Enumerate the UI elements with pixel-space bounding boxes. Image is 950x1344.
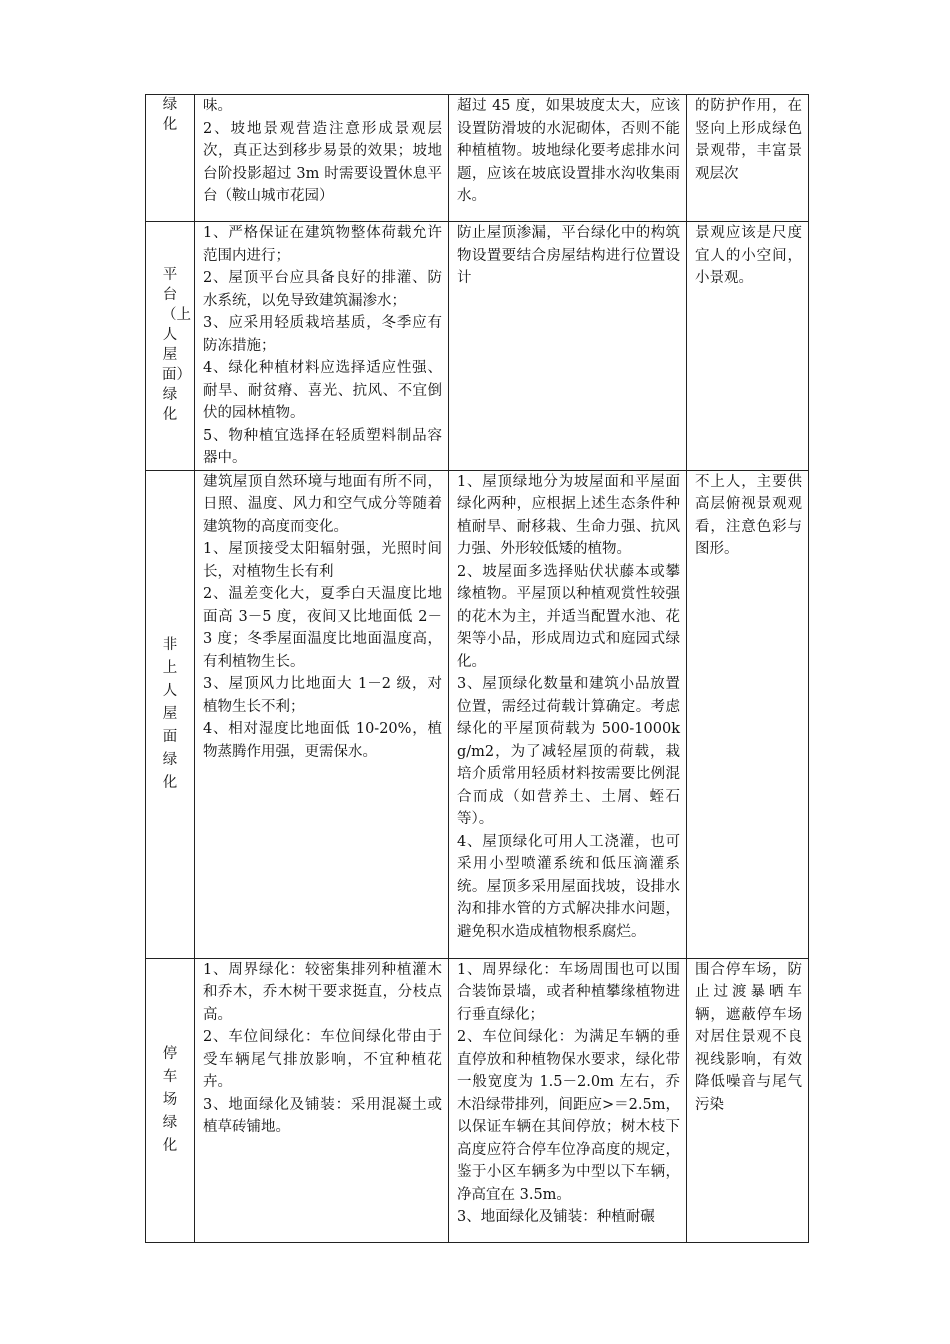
effect-text: 不上人，主要供高层俯视景观观看，注意色彩与图形。 (695, 473, 802, 557)
category-label: 非上人屋面绿化 (162, 636, 178, 791)
requirements-text: 1、严格保证在建筑物整体荷载允许范围内进行； 2、屋顶平台应具备良好的排灌、防水系统，以免导致建筑漏渗水； 3、应采用轻质栽培基质，冬季应有防冻措施； 4、绿化种植材料应选择适应性强、耐旱、耐贫瘠、喜光、抗风、不宜倒伏的园林植物。 5、物种植宜选择在轻质塑料制品容器中。 (203, 225, 442, 466)
table-row (146, 958, 809, 1242)
design-cell (449, 470, 687, 958)
design-text: 1、周界绿化：车场周围也可以围合装饰景墙，或者种植攀缘植物进行垂直绿化； 2、车位间绿化：为满足车辆的垂直停放和种植物保水要求，绿化带一般宽度为 1.5－2.0m 左右，乔木沿绿带排列，间距应>＝2.5m，以保证车辆在其间停放；树木枝下高度应符合停车位净高度的规定，鉴于小区车辆多为中型以下车辆，净高宜在 3.5m。 3、地面绿化及铺装：种植耐碾 (457, 961, 680, 1225)
design-cell (449, 95, 687, 222)
greening-table (145, 94, 809, 1243)
effect-cell (687, 222, 809, 471)
design-cell (449, 958, 687, 1242)
effect-text: 景观应该是尺度宜人的小空间，小景观。 (695, 225, 802, 286)
effect-cell (687, 95, 809, 222)
table-row (146, 95, 809, 222)
requirements-cell (195, 95, 449, 222)
table-row (146, 470, 809, 958)
category-cell (146, 222, 195, 471)
design-text: 防止屋顶渗漏，平台绿化中的构筑物设置要结合房屋结构进行位置设计 (457, 225, 680, 286)
requirements-cell (195, 470, 449, 958)
category-cell (146, 95, 195, 222)
design-cell (449, 222, 687, 471)
category-label: 平台（上人屋面）绿化 (162, 267, 191, 423)
requirements-cell (195, 222, 449, 471)
category-label: 绿化 (162, 97, 178, 133)
category-cell (146, 958, 195, 1242)
table-row (146, 222, 809, 471)
requirements-text: 1、周界绿化：较密集排列种植灌木和乔木，乔木树干要求挺直，分枝点高。 2、车位间绿化：车位间绿化带由于受车辆尾气排放影响，不宜种植花卉。 3、地面绿化及铺装：采用混凝土或植草砖铺地。 (203, 961, 442, 1135)
effect-text: 的防护作用，在竖向上形成绿色景观带，丰富景观层次 (695, 98, 802, 182)
effect-text: 围合停车场，防止过渡暴晒车辆，遮蔽停车场对居住景观不良视线影响，有效降低噪音与尾气污染 (695, 961, 802, 1113)
category-label: 停车场绿化 (162, 1045, 178, 1154)
effect-cell (687, 470, 809, 958)
category-cell (146, 470, 195, 958)
design-text: 1、屋顶绿地分为坡屋面和平屋面绿化两种，应根据上述生态条件种植耐旱、耐移栽、生命力强、抗风力强、外形较低矮的植物。 2、坡屋面多选择贴伏状藤本或攀缘植物。平屋顶以种植观赏性较强的花木为主，并适当配置水池、花架等小品，形成周边式和庭园式绿化。 3、屋顶绿化数量和建筑小品放置位置，需经过荷载计算确定。考虑绿化的平屋顶荷载为 500-1000kg/m2，为了减轻屋顶的荷载，栽培介质常用轻质材料按需要比例混合而成（如营养土、土屑、蛭石等）。 4、屋顶绿化可用人工浇灌，也可采用小型喷灌系统和低压滴灌系统。屋顶多采用屋面找坡，设排水沟和排水管的方式解决排水问题，避免积水造成植物根系腐烂。 (457, 473, 680, 940)
effect-cell (687, 958, 809, 1242)
requirements-text: 建筑屋顶自然环境与地面有所不同，日照、温度、风力和空气成分等随着建筑物的高度而变化。 1、屋顶接受太阳辐射强，光照时间长，对植物生长有利 2、温差变化大，夏季白天温度比地面高 3－5 度，夜间又比地面低 2－3 度；冬季屋面温度比地面温度高，有利植物生长。 3、屋顶风力比地面大 1－2 级，对植物生长不利； 4、相对湿度比地面低 10-20%，植物蒸腾作用强，更需保水。 (203, 473, 442, 760)
requirements-text: 味。 2、坡地景观营造注意形成景观层次，真正达到移步易景的效果；坡地台阶投影超过 3m 时需要设置休息平台（鞍山城市花园） (203, 98, 442, 204)
requirements-cell (195, 958, 449, 1242)
design-text: 超过 45 度，如果坡度太大，应该设置防滑坡的水泥砌体，否则不能种植植物。坡地绿化要考虑排水问题，应该在坡底设置排水沟收集雨水。 (457, 98, 680, 204)
